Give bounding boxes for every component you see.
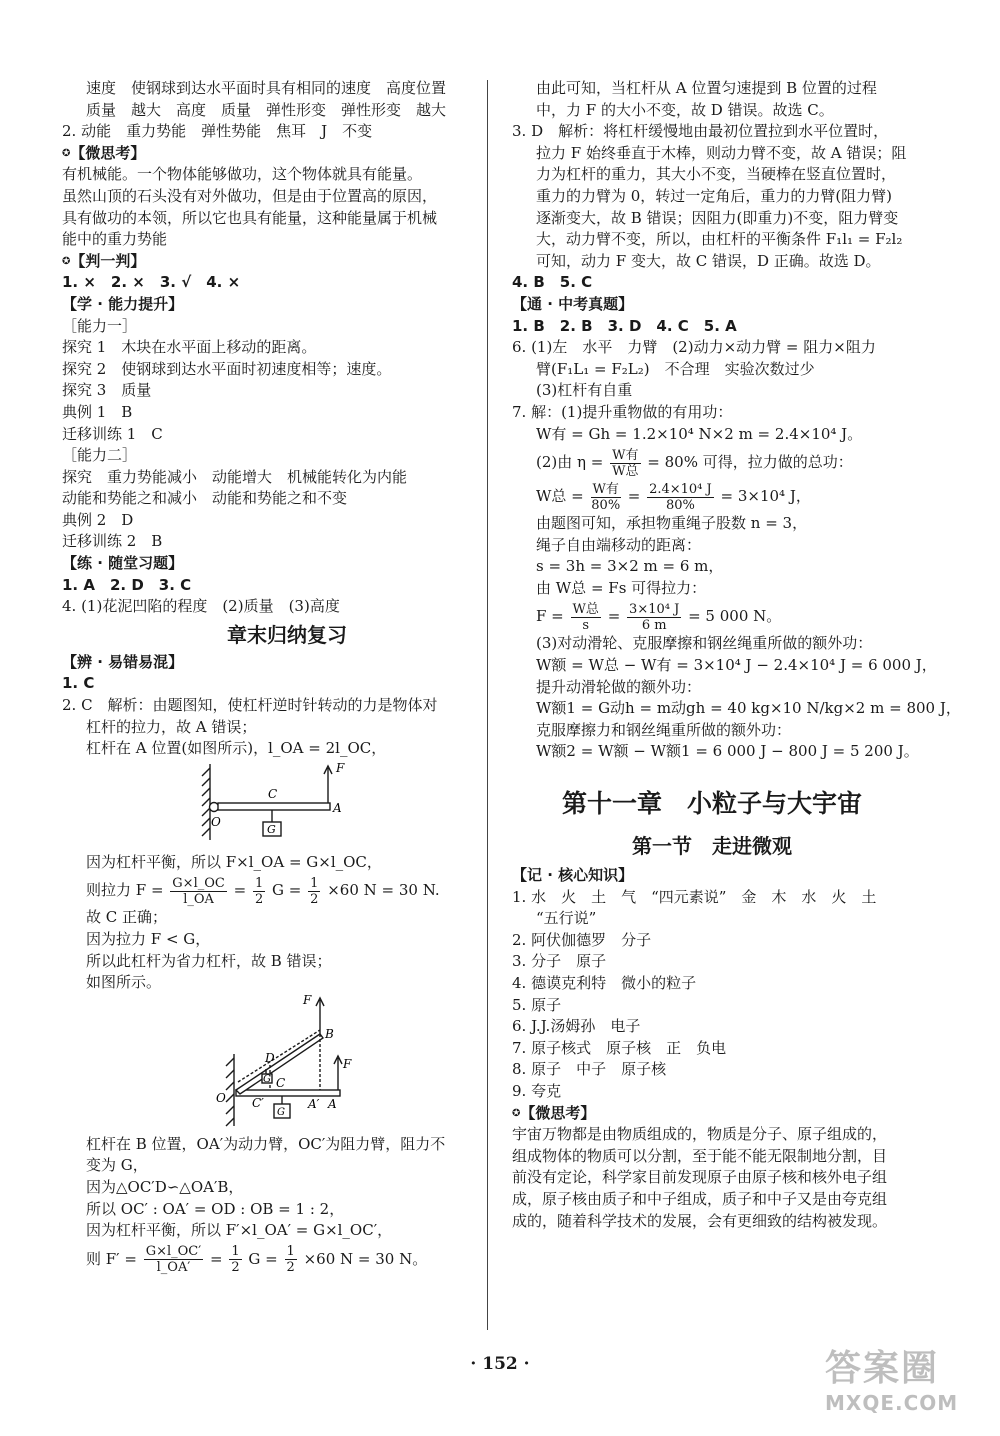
section-heading-bian: 【辨 · 易错易混】 <box>62 652 184 671</box>
text-line: s = 3h = 3×2 m = 6 m， <box>536 557 724 576</box>
text-line: 逐渐变大，故 B 错误；因阻力(即重力)不变，阻力臂变 <box>536 208 899 227</box>
text-line: 4. B 5. C <box>512 273 593 292</box>
fraction: $\frac{\text{W有}}{\text{W总}}$ <box>612 447 639 479</box>
text-line: W额2 = W额 − W额1 = 6 000 J − 800 J = 5 200 J。 <box>536 742 919 761</box>
fraction: $\frac{\text{W总}}{s}$ <box>572 601 599 633</box>
text-line: 探究 1 木块在水平面上移动的距离。 <box>62 338 317 357</box>
text-line: 重力的力臂为 0，转过一定角后，重力的力臂(阻力臂) <box>536 186 893 205</box>
right-column <box>512 78 961 1232</box>
section-heading-ji: 【记 · 核心知识】 <box>512 866 634 885</box>
text-line: 杠杆的拉力，故 A 错误； <box>86 717 257 736</box>
section-heading-xue: 【学 · 能力提升】 <box>62 294 184 313</box>
text-line: 动能和势能之和减小 动能和势能之和不变 <box>62 489 348 508</box>
fraction: $\frac{\text{2.4×10⁴ J}}{80\%}$ <box>649 481 712 513</box>
text-line: 宇宙万物都是由物质组成的，物质是分子、原子组成的， <box>512 1125 888 1144</box>
text-line: 能中的重力势能 <box>62 230 168 249</box>
watermark-bottom: MXQE.COM <box>825 1391 959 1415</box>
text-line: 所以 OC′ : OA′ = OD : OB = 1 : 2， <box>86 1199 345 1218</box>
text-line: 组成物体的物质可以分割，至于能不能无限制地分割，目 <box>512 1146 888 1165</box>
text-line: 由 W总 = Fs 可得拉力： <box>536 578 707 597</box>
text-line: 5. 原子 <box>512 995 562 1014</box>
left-column <box>62 78 472 1276</box>
text-line: W有 = Gh = 1.2×10⁴ N×2 m = 2.4×10⁴ J。 <box>536 424 863 443</box>
formula-line: 则拉力 F = $\frac{G\times l\_OC}{l\_OA}$ = $\frac{1}{2}$ G = $\frac{1}{2}$ ×60 N = 30 N. <box>86 875 440 907</box>
lever-figure-2 <box>62 994 472 1134</box>
text-line: 探究 3 质量 <box>62 381 152 400</box>
text-line: 典例 2 D <box>62 510 134 529</box>
text-line: 速度 使钢球到达水平面时具有相同的速度 高度位置 <box>86 79 447 97</box>
text-line: 6. (1)左 水平 力臂 (2)动力×动力臂 = 阻力×阻力 <box>512 338 876 357</box>
formula-line: W总 = $\frac{\text{W有}}{80\%}$ = $\frac{\text{2.4×10⁴ J}}{80\%}$ = 3×10⁴ J， <box>536 481 811 513</box>
point-label-O: O <box>211 814 221 829</box>
watermark-top: 答案圈 <box>825 1348 940 1389</box>
fraction: $\frac{G\times l\_OC}{l\_OA}$ <box>172 875 225 907</box>
text-line: 因为杠杆平衡，所以 F′×l_OA′ = G×l_OC′， <box>86 1221 393 1240</box>
text-line: 如图所示。 <box>86 973 162 992</box>
text-line: 4. (1)花泥凹陷的程度 (2)质量 (3)高度 <box>62 597 340 616</box>
fraction: $\frac{\text{W有}}{80\%}$ <box>591 481 621 513</box>
section-title: 第一节 走进微观 <box>632 834 792 859</box>
formula-line: 则 F′ = $\frac{G\times l\_OC'}{l\_OA'}$ = $\frac{1}{2}$ G = $\frac{1}{2}$ ×60 N = 30 N。 <box>86 1244 428 1276</box>
text-line: 1. × 2. × 3. √ 4. × <box>62 273 241 292</box>
text-line: 4. 德谟克利特 微小的粒子 <box>512 974 697 992</box>
text-line: 变为 G， <box>86 1156 148 1175</box>
text-line: 成的，随着科学技术的发展，会有更细致的结构被发现。 <box>512 1211 888 1230</box>
text-line: 力为杠杆的重力，其大小不变，当硬棒在竖直位置时， <box>536 165 897 184</box>
text-line: 因为杠杆平衡，所以 F×l_OA = G×l_OC， <box>86 852 382 871</box>
point-label-B: B <box>325 1026 334 1041</box>
text-line: 6. J.J.汤姆孙 电子 <box>512 1017 641 1036</box>
star-icon: ✪ <box>512 1107 521 1119</box>
text-line: 绳子自由端移动的距离： <box>536 535 702 554</box>
text-line: 大，动力臂不变，所以，由杠杆的平衡条件 F₁l₁ = F₂l₂ <box>536 230 903 249</box>
text-line: 迁移训练 2 B <box>62 532 163 551</box>
point-label-D: D <box>265 1050 275 1065</box>
fraction: $\frac{1}{2}$ <box>231 1244 240 1276</box>
text-line: 臂(F₁L₁ = F₂L₂) 不合理 实验次数过少 <box>536 359 815 378</box>
star-icon: ✪ <box>62 147 71 159</box>
force-label-F: F <box>303 993 312 1007</box>
star-icon: ✪ <box>62 255 71 267</box>
point-label-O: O <box>216 1090 226 1105</box>
text-line: 因为△OC′D∽△OA′B， <box>86 1177 244 1196</box>
point-label-C-prime: C′ <box>252 1095 264 1110</box>
text-line: 探究 2 使钢球到达水平面时初速度相等；速度。 <box>62 359 392 378</box>
text-line: 3. 分子 原子 <box>512 952 607 971</box>
text-line: 所以此杠杆为省力杠杆，故 B 错误； <box>86 951 332 970</box>
weight-label-G: G <box>277 1106 285 1118</box>
text-line: 3. D 解析：将杠杆缓慢地由最初位置拉到水平位置时， <box>512 122 889 141</box>
formula-line: (2)由 η = $\frac{\text{W有}}{\text{W总}}$ = 80% 可得，拉力做的总功： <box>536 447 853 479</box>
review-title: 章末归纳复习 <box>227 622 347 647</box>
text-line: 有机械能。一个物体能够做功，这个物体就具有能量。 <box>62 165 423 184</box>
force-label-F-prime: F <box>343 1056 352 1071</box>
text-line: 7. 原子核式 原子核 正 负电 <box>512 1038 727 1057</box>
text-line: 拉力 F 始终垂直于木棒，则动力臂不变，故 A 错误；阻 <box>536 143 907 162</box>
text-line: 成，原子核由质子和中子组成，质子和中子又是由夸克组 <box>512 1189 888 1208</box>
text-line: 可知，动力 F 变大，故 C 错误，D 正确。故选 D。 <box>536 251 881 270</box>
section-heading-tong: 【通 · 中考真题】 <box>512 294 634 313</box>
text-line: 克服摩擦力和钢丝绳重所做的额外功： <box>536 720 792 739</box>
point-label-A: A <box>328 1096 337 1111</box>
text-line: 7. 解：(1)提升重物做的有用功： <box>512 402 733 421</box>
text-line: 前没有定论，科学家目前发现原子由原子核和核外电子组 <box>512 1168 888 1187</box>
page-number: · 152 · <box>470 1354 530 1374</box>
chapter-title: 第十一章 小粒子与大宇宙 <box>561 789 862 819</box>
text-line: 迁移训练 1 C <box>62 424 163 443</box>
text-line: 由题图可知，承担物重绳子股数 n = 3， <box>536 514 808 533</box>
force-label-F: F <box>336 760 345 775</box>
point-label-A-prime: A′ <box>308 1096 320 1111</box>
text-line: 杠杆在 B 位置，OA′为动力臂，OC′为阻力臂，阻力不 <box>86 1134 446 1153</box>
text-line: 因为拉力 F < G， <box>86 930 211 948</box>
watermark-logo <box>825 1340 995 1430</box>
text-line: 2. 阿伏伽德罗 分子 <box>512 930 652 949</box>
formula-line: F = $\frac{\text{W总}}{s}$ = $\frac{\text{3×10⁴ J}}{6 m}$ = 5 000 N。 <box>536 601 782 633</box>
text-line: W额 = W总 − W有 = 3×10⁴ J − 2.4×10⁴ J = 6 000 J， <box>536 656 937 675</box>
text-line: 1. C <box>62 674 95 693</box>
fraction: $\frac{G\times l\_OC'}{l\_OA'}$ <box>145 1244 202 1276</box>
text-line: 虽然山顶的石头没有对外做功，但是由于位置高的原因， <box>62 186 438 205</box>
section-heading-weisikao: ✪【微思考】 <box>62 143 146 162</box>
weight-label-G-small: G <box>263 1073 271 1085</box>
fraction: $\frac{\text{3×10⁴ J}}{6 m}$ <box>629 601 680 633</box>
ability-label: ［能力一］ <box>62 316 138 335</box>
text-line: 质量 越大 高度 质量 弹性形变 弹性形变 越大 <box>86 100 447 119</box>
point-label-C: C <box>268 786 278 801</box>
text-line: 故 C 正确； <box>86 908 168 927</box>
text-line: (3)对动滑轮、克服摩擦和钢丝绳重所做的额外功： <box>536 634 873 653</box>
weight-label-G: G <box>267 822 276 836</box>
text-line: 8. 原子 中子 原子核 <box>512 1060 667 1079</box>
text-line: 探究 重力势能减小 动能增大 机械能转化为内能 <box>62 467 408 486</box>
section-heading-weisikao-2: ✪【微思考】 <box>512 1103 596 1122</box>
text-line: 由此可知，当杠杆从 A 位置匀速提到 B 位置的过程 <box>536 79 877 97</box>
section-heading-lian: 【练 · 随堂习题】 <box>62 554 184 573</box>
ability-label: ［能力二］ <box>62 446 138 465</box>
text-line: 1. 水 火 土 气 “四元素说” 金 木 水 火 土 <box>512 887 877 906</box>
text-line: 杠杆在 A 位置(如图所示)，l_OA = 2l_OC， <box>86 739 387 758</box>
text-line: 1. B 2. B 3. D 4. C 5. A <box>512 316 737 335</box>
point-label-C: C <box>276 1075 286 1090</box>
point-label-A: A <box>333 800 342 815</box>
text-line: 1. A 2. D 3. C <box>62 575 192 594</box>
section-heading-panyipan: ✪【判一判】 <box>62 251 146 270</box>
text-line: 2. C 解析：由题图知，使杠杆逆时针转动的力是物体对 <box>62 696 438 715</box>
text-line: 典例 1 B <box>62 402 133 421</box>
fraction: $\frac{1}{2}$ <box>310 875 319 907</box>
fraction: $\frac{1}{2}$ <box>286 1244 295 1276</box>
text-line: W额1 = G动h = m动gh = 40 kg×10 N/kg×2 m = 800 J， <box>536 699 961 718</box>
fraction: $\frac{1}{2}$ <box>254 875 264 907</box>
text-line: (3)杠杆有自重 <box>536 381 633 400</box>
text-line: 9. 夸克 <box>512 1081 562 1100</box>
text-line: 具有做功的本领，所以它也具有能量，这种能量属于机械 <box>62 208 438 227</box>
text-line: 中，力 F 的大小不变，故 D 错误。故选 C。 <box>536 100 834 119</box>
text-line: 2. 动能 重力势能 弹性势能 焦耳 J 不变 <box>62 122 373 141</box>
text-line: “五行说” <box>536 909 597 928</box>
text-line: 提升动滑轮做的额外功： <box>536 677 702 696</box>
column-divider <box>487 80 488 1330</box>
lever-figure-1 <box>62 760 472 852</box>
